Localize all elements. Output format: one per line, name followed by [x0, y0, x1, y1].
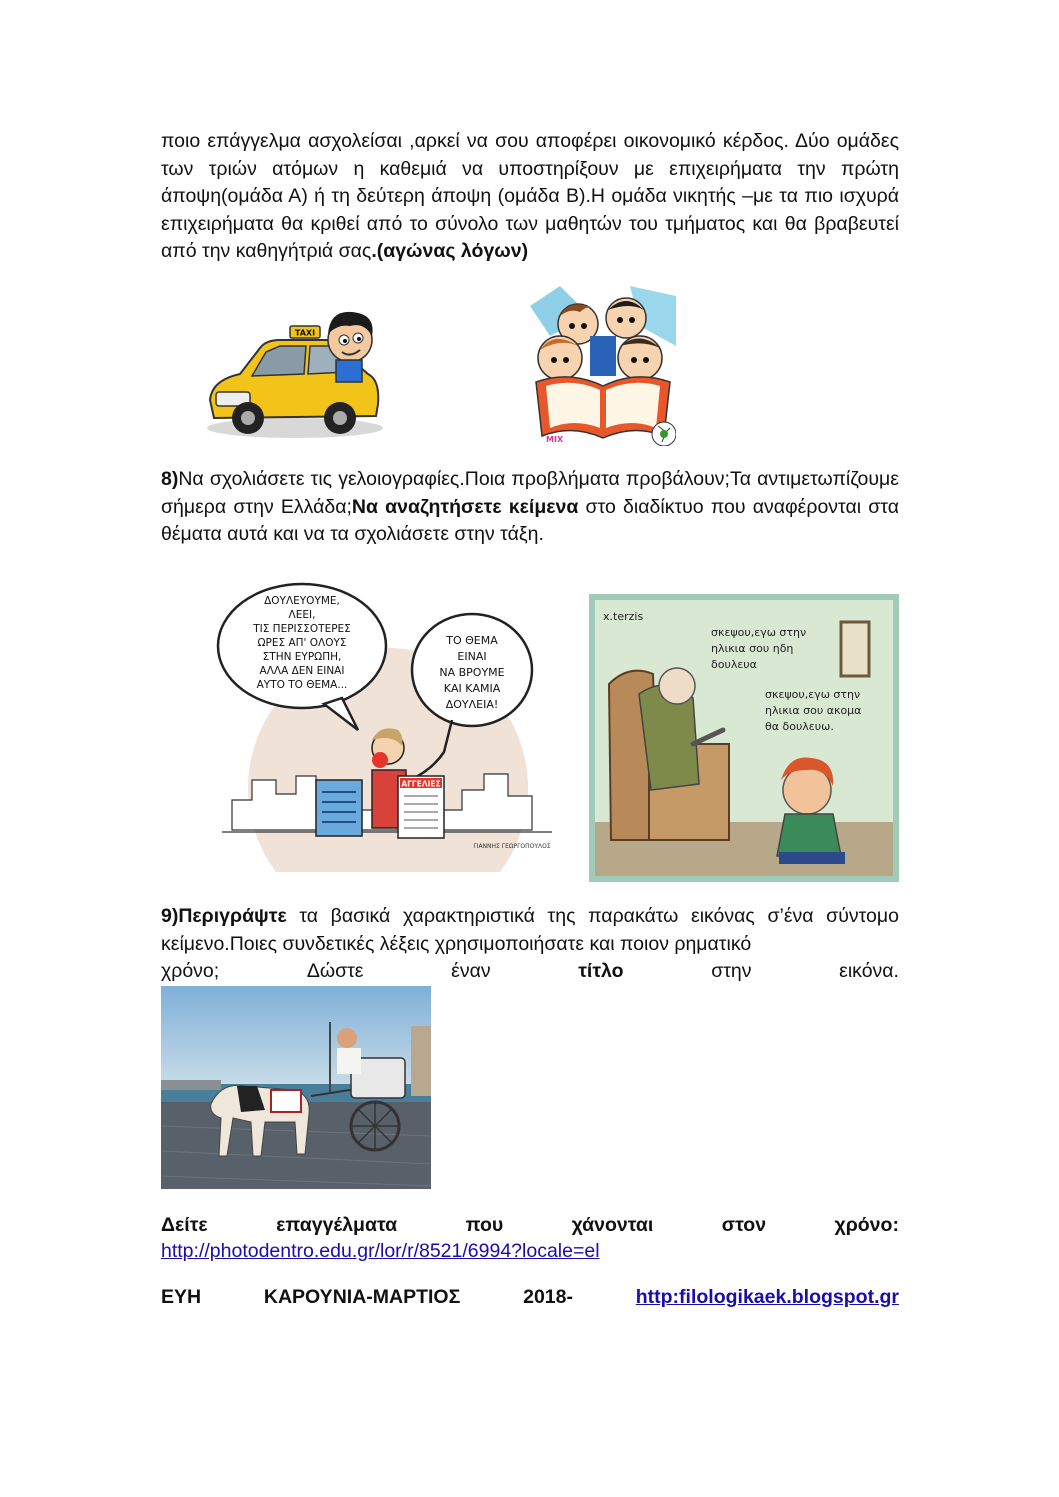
svg-text:ηλικια σου ακομα: ηλικια σου ακομα [765, 704, 862, 717]
taxi-driver-image [200, 300, 386, 446]
svg-text:ΕΙΝΑΙ: ΕΙΝΑΙ [457, 650, 487, 663]
title-word: τίτλο [578, 960, 624, 982]
section7-text: ποιο επάγγελμα ασχολείσαι ,αρκεί να σου αποφέρει οικονομικό κέρδος. Δύο ομάδες των τριών ατόμων η καθεμιά να υποστηρίξουν με επιχειρήματα την πρώτη άποψη(ομάδα Α) ή τη δεύτερη άποψη (ομάδα Β).Η ομάδα νικητής –με τα πιο ισχυρά επιχειρήματα θα κριθεί από το σύνολο των μαθητών του τμήματος και θα βραβευτεί από την καθηγήτριά σας [161, 130, 899, 262]
section9-text-a: τα βασικά χαρακτηριστικά της παρακάτω εικόνας σ’ένα σύντομο κείμενο.Ποιες συνδετικές λέξεις χρησιμοποιήσατε και ποιον ρηματικό [161, 905, 899, 955]
cartoon1-signature: ΓΙΑΝΝΗΣ ΓΕΩΡΓΟΠΟΥΛΟΣ [473, 843, 551, 850]
svg-text:ΚΑΙ ΚΑΜΙΑ: ΚΑΙ ΚΑΜΙΑ [443, 682, 501, 695]
horse-carriage-photo [161, 986, 431, 1189]
cartoon-unemployment [212, 580, 562, 872]
section8-paragraph [161, 466, 899, 549]
svg-text:θα δουλευω.: θα δουλευω. [765, 720, 834, 733]
photodentro-link[interactable]: http://photodentro.edu.gr/lor/r/8521/6994?locale=el [161, 1240, 600, 1262]
kids-reading-book-image [530, 286, 676, 446]
section7-paragraph [161, 128, 899, 266]
svg-text:σκεψου,εγω στην: σκεψου,εγω στην [711, 626, 807, 639]
taxi-sign-text: TAXI [294, 328, 316, 338]
svg-text:ΛΕΕΙ,: ΛΕΕΙ, [288, 609, 316, 621]
svg-text:ΩΡΕΣ ΑΠ' ΟΛΟΥΣ: ΩΡΕΣ ΑΠ' ΟΛΟΥΣ [257, 637, 347, 649]
see-professions-line: Δείτε επαγγέλματα που χάνονται στον χρόνο: [161, 1214, 899, 1236]
svg-text:σκεψου,εγω στην: σκεψου,εγω στην [765, 688, 861, 701]
svg-text:ηλικια σου ηδη: ηλικια σου ηδη [711, 642, 794, 655]
svg-text:ΑΥΤΟ ΤΟ ΘΕΜΑ...: ΑΥΤΟ ΤΟ ΘΕΜΑ... [256, 679, 348, 691]
footer-name-date: ΚΑΡΟΥΝΙΑ-ΜΑΡΤΙΟΣ [263, 1286, 461, 1308]
section9-paragraph [161, 903, 899, 958]
cartoon-work-generations [589, 594, 899, 882]
svg-text:ΝΑ ΒΡΟΥΜΕ: ΝΑ ΒΡΟΥΜΕ [439, 666, 505, 679]
cartoon2-author: x.terzis [603, 610, 644, 623]
section8-text-a: Να σχολιάσετε τις γελοιογραφίες.Ποια προβλήματα προβάλουν;Τα αντιμετωπίζουμε σήμερα στην Ελλάδα; [161, 468, 899, 518]
svg-text:ΑΛΛΑ ΔΕΝ ΕΙΝΑΙ: ΑΛΛΑ ΔΕΝ ΕΙΝΑΙ [259, 665, 345, 677]
svg-text:ΔΟΥΛΕΥΟΥΜΕ,: ΔΟΥΛΕΥΟΥΜΕ, [264, 595, 340, 607]
section9-line3: χρόνο; Δώστε έναν τίτλο στην εικόνα. [161, 958, 899, 985]
section8-number: 8) [161, 468, 179, 490]
section7-bold-tail: .(αγώνας λόγων) [371, 240, 529, 262]
svg-text:ΤΟ ΘΕΜΑ: ΤΟ ΘΕΜΑ [446, 634, 498, 647]
svg-text:ΣΤΗΝ ΕΥΡΩΠΗ,: ΣΤΗΝ ΕΥΡΩΠΗ, [262, 651, 342, 663]
svg-text:ΔΟΥΛΕΙΑ!: ΔΟΥΛΕΙΑ! [445, 698, 499, 711]
section8-text-b: στο διαδίκτυο που αναφέρονται στα θέματα αυτά και να τα σχολιάσετε στην τάξη. [161, 495, 900, 545]
right-speech-bubble [439, 634, 504, 711]
blog-link[interactable]: http:filologikaek.blogspot.gr [635, 1286, 899, 1308]
book-logo-text: MIX [546, 435, 564, 444]
footer-year: 2018- [523, 1286, 573, 1308]
newspaper-title: ΑΓΓΕΛΙΕΣ [401, 779, 441, 789]
svg-text:δουλευα: δουλευα [711, 658, 757, 671]
svg-text:ΤΙΣ ΠΕΡΙΣΣΟΤΕΡΕΣ: ΤΙΣ ΠΕΡΙΣΣΟΤΕΡΕΣ [253, 623, 351, 635]
section8-bold: Να αναζητήσετε κείμενα [351, 495, 579, 518]
footer-name-first: ΕΥΗ [161, 1286, 202, 1308]
section9-number: 9)Περιγράψτε [161, 905, 287, 927]
photodentro-link-line [161, 1238, 899, 1265]
footer-line [161, 1284, 899, 1311]
